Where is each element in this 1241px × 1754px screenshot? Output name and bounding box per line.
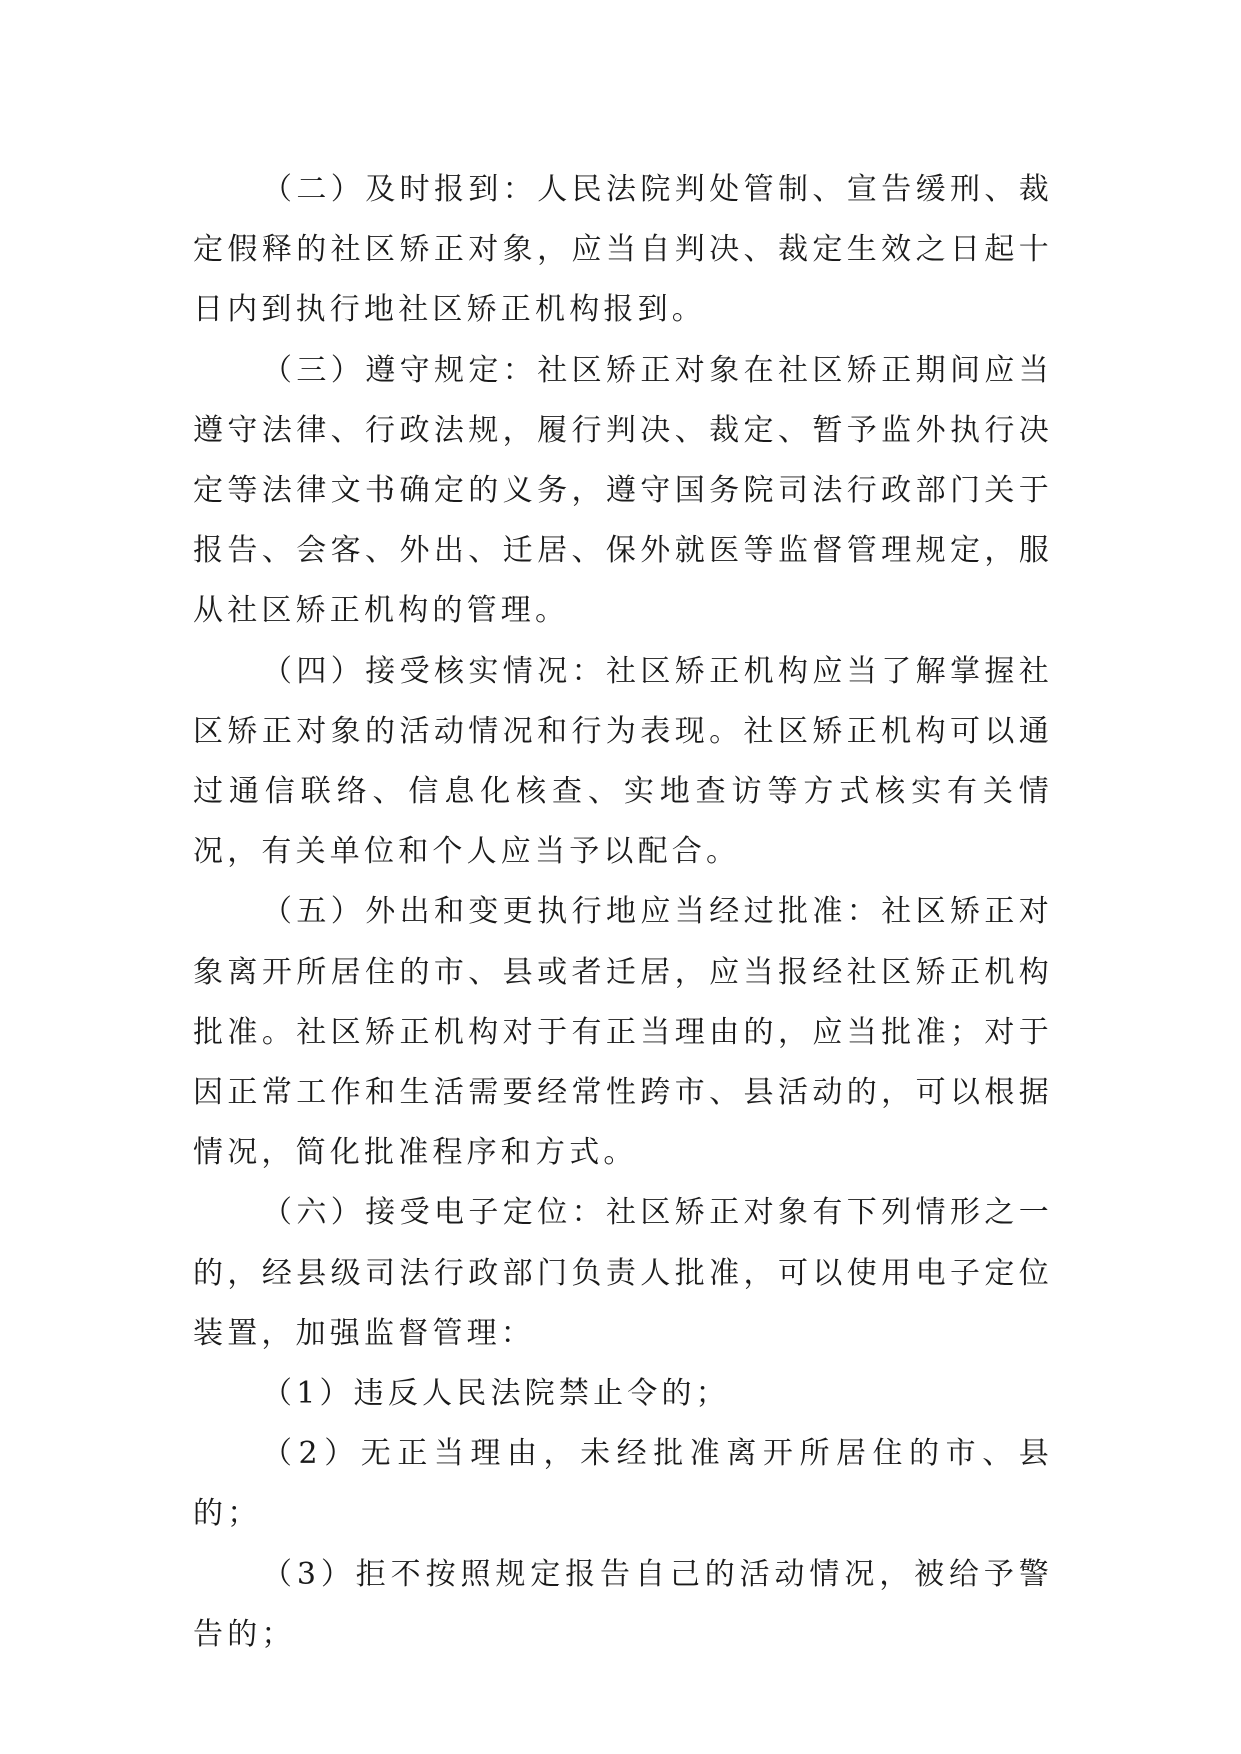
list-item-2: （2）无正当理由，未经批准离开所居住的市、县的； xyxy=(193,1436,1053,1532)
paragraph-electronic-positioning: （六）接受电子定位：社区矫正对象有下列情形之一的，经县级司法行政部门负责人批准，可以使用电子定位装置，加强监督管理： xyxy=(193,1195,1053,1351)
document-body xyxy=(193,160,1053,1665)
paragraph-travel-approval: （五）外出和变更执行地应当经过批准：社区矫正对象离开所居住的市、县或者迁居，应当报经社区矫正机构批准。社区矫正机构对于有正当理由的，应当批准；对于因正常工作和生活需要经常性跨市、县活动的，可以根据情况，简化批准程序和方式。 xyxy=(193,894,1053,1171)
list-item-1: （1）违反人民法院禁止令的； xyxy=(262,1376,730,1412)
paragraph-reporting: （二）及时报到：人民法院判处管制、宣告缓刑、裁定假释的社区矫正对象，应当自判决、裁定生效之日起十日内到执行地社区矫正机构报到。 xyxy=(193,172,1053,328)
list-item-3: （3）拒不按照规定报告自己的活动情况，被给予警告的； xyxy=(193,1556,1053,1652)
paragraph-verification: （四）接受核实情况：社区矫正机构应当了解掌握社区矫正对象的活动情况和行为表现。社区矫正机构可以通过通信联络、信息化核查、实地查访等方式核实有关情况，有关单位和个人应当予以配合。 xyxy=(193,653,1053,870)
paragraph-compliance: （三）遵守规定：社区矫正对象在社区矫正期间应当遵守法律、行政法规，履行判决、裁定、暂予监外执行决定等法律文书确定的义务，遵守国务院司法行政部门关于报告、会客、外出、迁居、保外就医等监督管理规定，服从社区矫正机构的管理。 xyxy=(193,352,1053,629)
